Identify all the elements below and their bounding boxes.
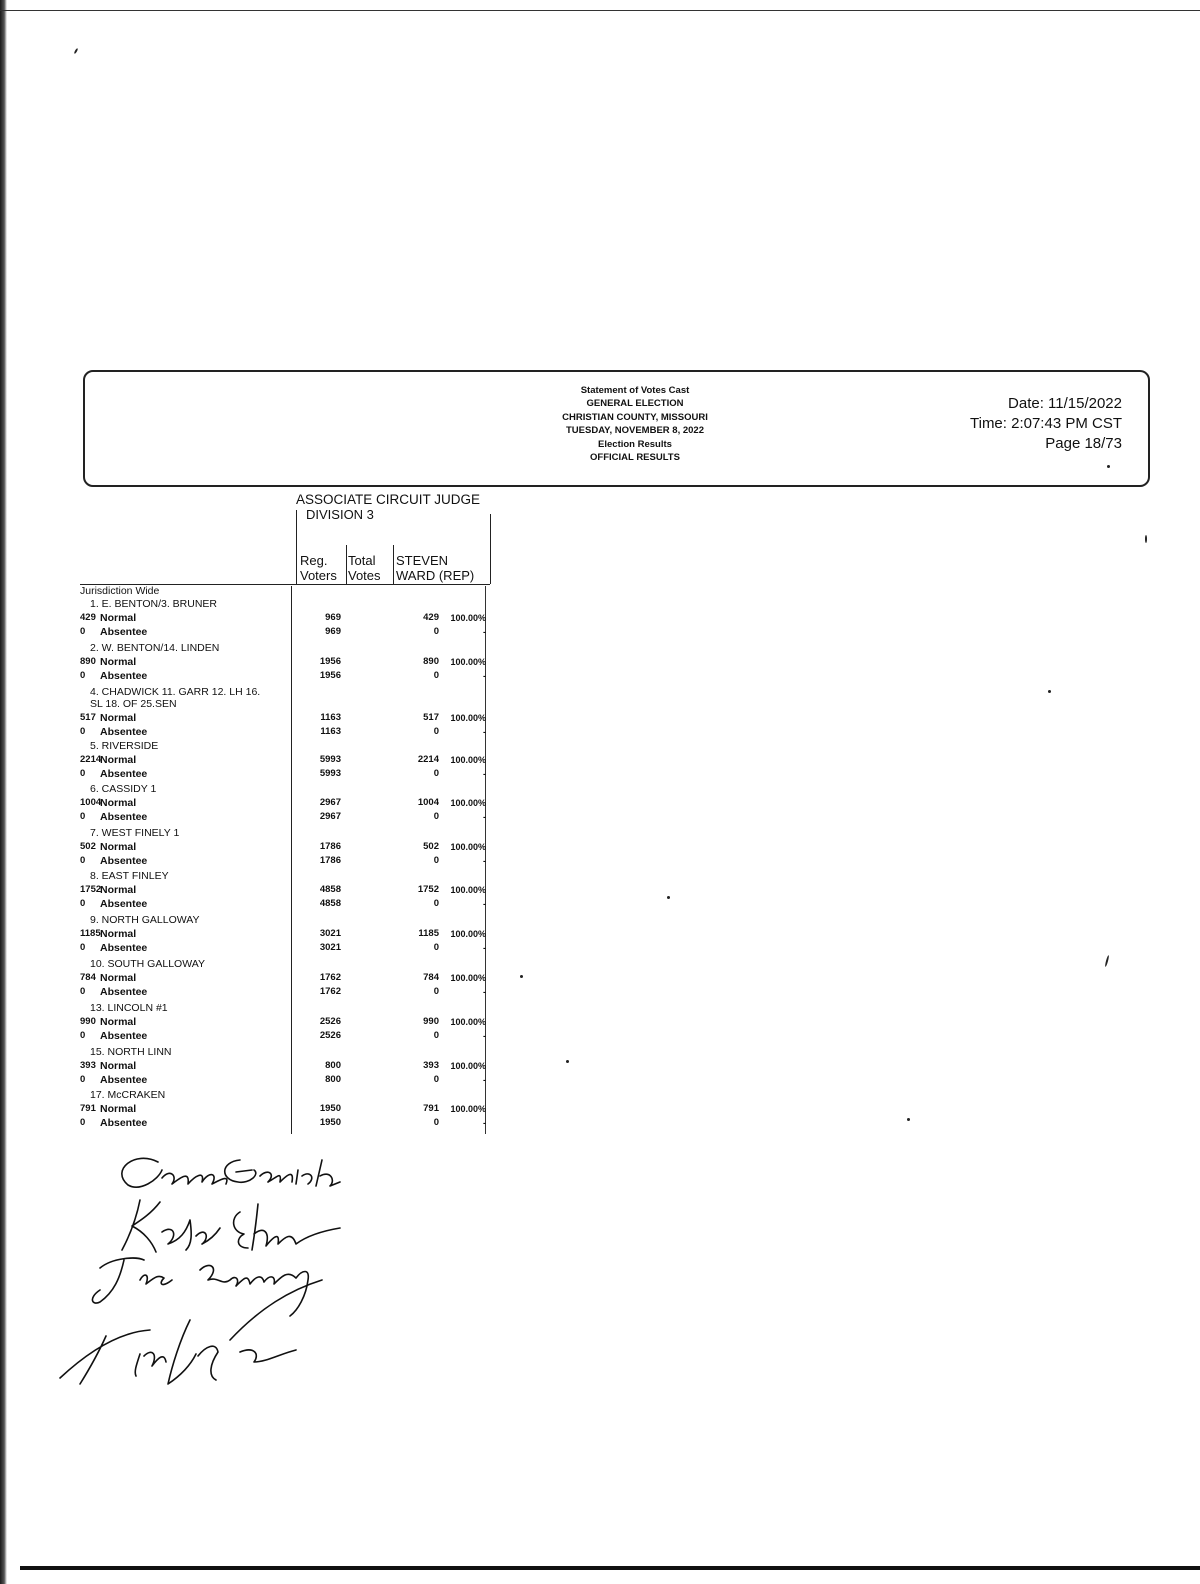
table-row bbox=[80, 1102, 490, 1116]
candidate-percent-cell: - bbox=[483, 671, 486, 681]
candidate-votes-cell: 0 bbox=[433, 726, 439, 737]
table-row bbox=[80, 1029, 490, 1043]
reg-voters-cell: 2526 bbox=[319, 1030, 341, 1041]
candidate-percent-cell: - bbox=[483, 987, 486, 997]
candidate-votes-cell: 0 bbox=[433, 1030, 439, 1041]
candidate-percent-cell: - bbox=[483, 1118, 486, 1128]
header-line-5: Election Results bbox=[598, 438, 672, 450]
total-votes-cell: 0 bbox=[80, 726, 86, 737]
reg-voters-cell: 5993 bbox=[319, 754, 341, 765]
col-candidate-line1: STEVEN bbox=[396, 553, 449, 568]
contest-title-line2: DIVISION 3 bbox=[306, 507, 374, 522]
contest-title-line1: ASSOCIATE CIRCUIT JUDGE bbox=[296, 492, 481, 507]
candidate-percent-cell: - bbox=[483, 943, 486, 953]
candidate-votes-cell: 0 bbox=[433, 986, 439, 997]
contest-right-rule bbox=[490, 514, 491, 584]
group-heading bbox=[80, 584, 490, 598]
reg-voters-cell: 969 bbox=[325, 612, 341, 623]
table-row bbox=[80, 854, 490, 868]
col-total-line2: Votes bbox=[348, 568, 381, 583]
row-label: Normal bbox=[100, 754, 137, 766]
precinct-heading bbox=[80, 869, 490, 883]
candidate-votes-cell: 0 bbox=[433, 768, 439, 779]
row-label: Normal bbox=[100, 1060, 137, 1072]
candidate-votes-cell: 791 bbox=[423, 1103, 439, 1114]
candidate-percent-cell: 100.00% bbox=[450, 713, 486, 723]
table-row bbox=[80, 927, 490, 941]
row-label: Absentee bbox=[100, 942, 148, 954]
candidate-votes-cell: 1752 bbox=[417, 884, 439, 895]
candidate-votes-cell: 1185 bbox=[418, 928, 439, 939]
reg-voters-cell: 2526 bbox=[319, 1016, 341, 1027]
scan-edge-bottom bbox=[20, 1566, 1200, 1570]
table-row bbox=[80, 810, 490, 824]
scan-speck bbox=[907, 1118, 910, 1121]
row-label: Normal bbox=[100, 1103, 137, 1115]
handwritten-signatures bbox=[40, 1140, 420, 1400]
total-votes-cell: 517 bbox=[80, 712, 96, 723]
total-votes-cell: 0 bbox=[80, 942, 86, 953]
candidate-percent-cell: 100.00% bbox=[450, 1017, 486, 1027]
contest-title bbox=[296, 492, 480, 522]
candidate-percent-cell: - bbox=[483, 856, 486, 866]
candidate-votes-cell: 0 bbox=[433, 670, 439, 681]
table-row bbox=[80, 883, 490, 897]
row-label: Absentee bbox=[100, 898, 148, 910]
candidate-percent-cell: 100.00% bbox=[450, 657, 486, 667]
scan-speck bbox=[667, 896, 670, 899]
header-line-3: CHRISTIAN COUNTY, MISSOURI bbox=[562, 411, 708, 423]
candidate-percent-cell: - bbox=[483, 1075, 486, 1085]
col-candidate-line2: WARD (REP) bbox=[396, 568, 475, 583]
table-row bbox=[80, 1116, 490, 1130]
total-votes-cell: 0 bbox=[80, 670, 86, 681]
header-line-6: OFFICIAL RESULTS bbox=[590, 452, 680, 464]
total-votes-cell: 429 bbox=[80, 612, 96, 623]
total-votes-cell: 0 bbox=[80, 811, 86, 822]
candidate-percent-cell: - bbox=[483, 627, 486, 637]
col-separator bbox=[393, 545, 394, 585]
col-header-reg-voters bbox=[300, 553, 337, 583]
reg-voters-cell: 2967 bbox=[319, 811, 341, 822]
table-row bbox=[80, 796, 490, 810]
row-label: Absentee bbox=[100, 811, 148, 823]
total-votes-cell: 502 bbox=[80, 841, 96, 852]
scan-edge-top bbox=[0, 10, 1200, 11]
candidate-percent-cell: - bbox=[483, 899, 486, 909]
total-votes-cell: 1185 bbox=[80, 928, 101, 939]
total-votes-cell: 1004 bbox=[80, 797, 102, 808]
total-votes-cell: 990 bbox=[80, 1016, 96, 1027]
table-row bbox=[80, 985, 490, 999]
candidate-votes-cell: 517 bbox=[423, 712, 439, 723]
reg-voters-cell: 4858 bbox=[319, 884, 341, 895]
reg-voters-cell: 1163 bbox=[320, 712, 341, 723]
precinct-heading bbox=[80, 782, 490, 796]
precinct-heading bbox=[80, 1001, 490, 1015]
reg-voters-cell: 1163 bbox=[320, 726, 341, 737]
col-reg-line1: Reg. bbox=[300, 553, 328, 568]
candidate-percent-cell: 100.00% bbox=[450, 1061, 486, 1071]
row-label: 15. NORTH LINN bbox=[90, 1046, 172, 1058]
report-header-title bbox=[545, 384, 725, 464]
reg-voters-cell: 800 bbox=[325, 1074, 341, 1085]
row-label: Absentee bbox=[100, 670, 148, 682]
row-label: 5. RIVERSIDE bbox=[90, 740, 159, 752]
total-votes-cell: 0 bbox=[80, 1074, 86, 1085]
table-row bbox=[80, 897, 490, 911]
table-row bbox=[80, 971, 490, 985]
col-separator bbox=[346, 545, 347, 585]
table-row bbox=[80, 655, 490, 669]
contest-left-rule bbox=[296, 510, 297, 584]
total-votes-cell: 2214 bbox=[80, 754, 102, 765]
row-label: Normal bbox=[100, 928, 137, 940]
candidate-percent-cell: 100.00% bbox=[450, 798, 486, 808]
reg-voters-cell: 5993 bbox=[319, 768, 341, 779]
candidate-votes-cell: 0 bbox=[433, 626, 439, 637]
precinct-heading bbox=[80, 913, 490, 927]
total-votes-cell: 791 bbox=[80, 1103, 96, 1114]
reg-voters-cell: 1950 bbox=[319, 1103, 341, 1114]
total-votes-cell: 0 bbox=[80, 626, 86, 637]
precinct-heading bbox=[80, 1088, 490, 1102]
row-label: Absentee bbox=[100, 726, 148, 738]
col-header-candidate bbox=[396, 553, 474, 583]
row-label: Absentee bbox=[100, 1074, 148, 1086]
candidate-votes-cell: 1004 bbox=[417, 797, 439, 808]
candidate-votes-cell: 990 bbox=[423, 1016, 439, 1027]
candidate-percent-cell: - bbox=[483, 727, 486, 737]
reg-voters-cell: 1762 bbox=[319, 986, 341, 997]
candidate-votes-cell: 0 bbox=[433, 898, 439, 909]
row-label: Normal bbox=[100, 712, 137, 724]
report-date: Date: 11/15/2022 bbox=[1008, 395, 1122, 412]
table-row bbox=[80, 725, 490, 739]
table-row bbox=[80, 1073, 490, 1087]
header-line-4: TUESDAY, NOVEMBER 8, 2022 bbox=[566, 425, 704, 437]
col-total-line1: Total bbox=[348, 553, 376, 568]
col-reg-line2: Voters bbox=[300, 568, 337, 583]
candidate-votes-cell: 890 bbox=[423, 656, 439, 667]
scan-edge-left bbox=[0, 0, 7, 1584]
precinct-heading bbox=[80, 697, 490, 711]
signature-carla-essick bbox=[122, 1158, 340, 1187]
signature-lisa-russell bbox=[92, 1258, 308, 1316]
signature-tim-lyle bbox=[60, 1280, 322, 1384]
table-row bbox=[80, 1059, 490, 1073]
candidate-votes-cell: 0 bbox=[433, 1117, 439, 1128]
total-votes-cell: 393 bbox=[80, 1060, 96, 1071]
row-label: Normal bbox=[100, 797, 137, 809]
report-header-meta bbox=[970, 394, 1122, 454]
reg-voters-cell: 1956 bbox=[319, 656, 341, 667]
candidate-votes-cell: 0 bbox=[433, 942, 439, 953]
candidate-votes-cell: 0 bbox=[433, 1074, 439, 1085]
candidate-votes-cell: 784 bbox=[423, 972, 439, 983]
candidate-percent-cell: 100.00% bbox=[450, 755, 486, 765]
table-row bbox=[80, 611, 490, 625]
reg-voters-cell: 800 bbox=[325, 1060, 341, 1071]
scan-speck bbox=[1104, 955, 1109, 967]
candidate-votes-cell: 0 bbox=[433, 811, 439, 822]
row-label: Absentee bbox=[100, 855, 148, 867]
row-label: 17. McCRAKEN bbox=[90, 1089, 166, 1101]
row-label: 6. CASSIDY 1 bbox=[90, 783, 157, 795]
row-label: 10. SOUTH GALLOWAY bbox=[90, 958, 205, 970]
row-label: Normal bbox=[100, 612, 137, 624]
table-row bbox=[80, 767, 490, 781]
candidate-percent-cell: - bbox=[483, 769, 486, 779]
table-row bbox=[80, 941, 490, 955]
row-label: Jurisdiction Wide bbox=[80, 585, 160, 597]
report-header-box bbox=[83, 370, 1150, 487]
candidate-percent-cell: - bbox=[483, 1031, 486, 1041]
row-label: Absentee bbox=[100, 1030, 148, 1042]
row-label: Normal bbox=[100, 1016, 137, 1028]
row-label: Absentee bbox=[100, 986, 148, 998]
precinct-heading bbox=[80, 957, 490, 971]
candidate-percent-cell: 100.00% bbox=[450, 929, 486, 939]
row-label: 8. EAST FINLEY bbox=[90, 870, 169, 882]
candidate-percent-cell: 100.00% bbox=[450, 842, 486, 852]
scan-speck bbox=[74, 48, 79, 54]
reg-voters-cell: 1762 bbox=[319, 972, 341, 983]
total-votes-cell: 784 bbox=[80, 972, 96, 983]
scan-speck bbox=[566, 1060, 569, 1063]
precinct-heading bbox=[80, 597, 490, 611]
row-label: SL 18. OF 25.SEN bbox=[90, 698, 177, 710]
total-votes-cell: 890 bbox=[80, 656, 96, 667]
row-label: Absentee bbox=[100, 1117, 148, 1129]
table-row bbox=[80, 1015, 490, 1029]
col-header-total-votes bbox=[348, 553, 381, 583]
precinct-heading bbox=[80, 826, 490, 840]
reg-voters-cell: 3021 bbox=[319, 942, 341, 953]
table-row bbox=[80, 753, 490, 767]
row-label: Absentee bbox=[100, 626, 148, 638]
candidate-percent-cell: 100.00% bbox=[450, 613, 486, 623]
table-row bbox=[80, 625, 490, 639]
reg-voters-cell: 1786 bbox=[319, 841, 341, 852]
row-label: 4. CHADWICK 11. GARR 12. LH 16. bbox=[90, 686, 261, 698]
row-label: Normal bbox=[100, 884, 137, 896]
total-votes-cell: 0 bbox=[80, 1030, 86, 1041]
total-votes-cell: 0 bbox=[80, 1117, 86, 1128]
table-row bbox=[80, 840, 490, 854]
report-time: Time: 2:07:43 PM CST bbox=[970, 415, 1122, 432]
candidate-votes-cell: 429 bbox=[423, 612, 439, 623]
total-votes-cell: 0 bbox=[80, 768, 86, 779]
candidate-votes-cell: 2214 bbox=[417, 754, 439, 765]
row-label: Normal bbox=[100, 656, 137, 668]
candidate-percent-cell: - bbox=[483, 812, 486, 822]
reg-voters-cell: 4858 bbox=[319, 898, 341, 909]
reg-voters-cell: 2967 bbox=[319, 797, 341, 808]
total-votes-cell: 0 bbox=[80, 898, 86, 909]
reg-voters-cell: 1786 bbox=[319, 855, 341, 866]
candidate-votes-cell: 393 bbox=[423, 1060, 439, 1071]
reg-voters-cell: 969 bbox=[325, 626, 341, 637]
candidate-percent-cell: 100.00% bbox=[450, 973, 486, 983]
precinct-heading bbox=[80, 641, 490, 655]
scan-speck bbox=[1048, 690, 1051, 693]
row-label: Normal bbox=[100, 972, 137, 984]
row-label: 2. W. BENTON/14. LINDEN bbox=[90, 642, 220, 654]
header-line-2: GENERAL ELECTION bbox=[586, 398, 684, 410]
total-votes-cell: 1752 bbox=[80, 884, 102, 895]
total-votes-cell: 0 bbox=[80, 986, 86, 997]
row-label: 1. E. BENTON/3. BRUNER bbox=[90, 598, 218, 610]
report-page: Page 18/73 bbox=[1045, 435, 1122, 452]
row-label: 9. NORTH GALLOWAY bbox=[90, 914, 200, 926]
table-row bbox=[80, 669, 490, 683]
row-label: Normal bbox=[100, 841, 137, 853]
row-label: 13. LINCOLN #1 bbox=[90, 1002, 168, 1014]
candidate-votes-cell: 0 bbox=[433, 855, 439, 866]
row-label: Absentee bbox=[100, 768, 148, 780]
reg-voters-cell: 3021 bbox=[319, 928, 341, 939]
scan-speck bbox=[1145, 535, 1147, 543]
reg-voters-cell: 1956 bbox=[319, 670, 341, 681]
row-label: 7. WEST FINELY 1 bbox=[90, 827, 180, 839]
precinct-heading bbox=[80, 739, 490, 753]
precinct-heading bbox=[80, 1045, 490, 1059]
total-votes-cell: 0 bbox=[80, 855, 86, 866]
header-line-1: Statement of Votes Cast bbox=[580, 385, 690, 396]
reg-voters-cell: 1950 bbox=[319, 1117, 341, 1128]
candidate-percent-cell: 100.00% bbox=[450, 1104, 486, 1114]
candidate-percent-cell: 100.00% bbox=[450, 885, 486, 895]
candidate-votes-cell: 502 bbox=[423, 841, 439, 852]
table-row bbox=[80, 711, 490, 725]
signature-kelsey-ehrn bbox=[122, 1200, 340, 1252]
scan-speck bbox=[520, 975, 523, 978]
